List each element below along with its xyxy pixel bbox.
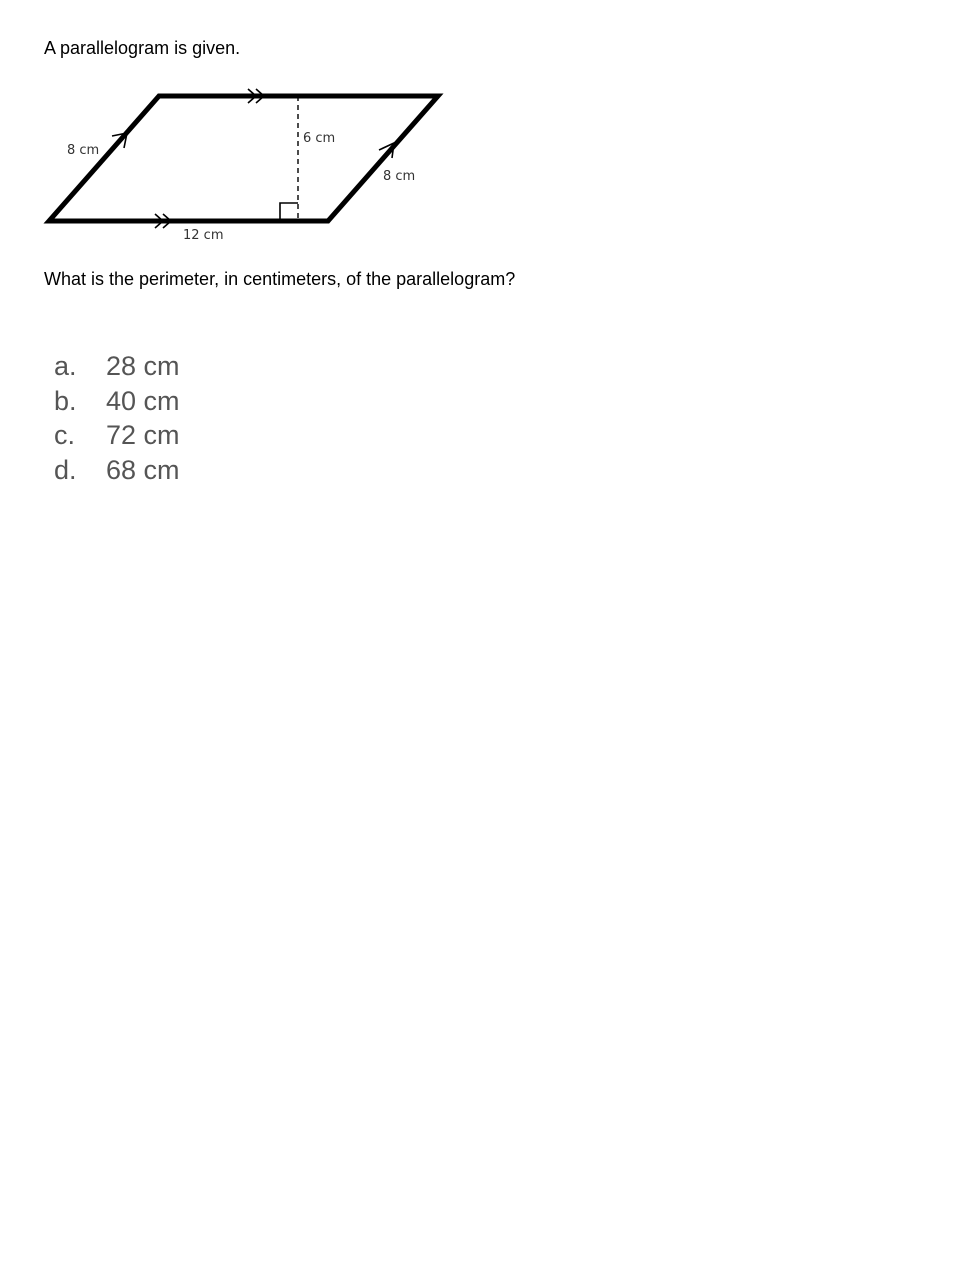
choice-letter: d. <box>54 454 77 485</box>
choice-text: 28 cm <box>106 351 180 381</box>
choice-d[interactable] <box>54 453 180 488</box>
base-label: 12 cm <box>183 228 224 243</box>
problem-intro: A parallelogram is given. <box>44 38 241 58</box>
right-side-label: 8 cm <box>383 169 416 184</box>
choice-letter: c. <box>54 420 76 450</box>
choice-text: 40 cm <box>106 385 180 416</box>
choice-letter: a. <box>54 351 77 381</box>
choice-text: 68 cm <box>106 454 180 485</box>
parallelogram-outline <box>49 96 438 221</box>
choice-letter: b. <box>54 385 77 416</box>
parallelogram-figure <box>40 80 460 255</box>
right-angle-mark <box>280 203 298 221</box>
answer-choices <box>54 349 180 487</box>
question-text: What is the perimeter, in centimeters, of the parallelogram? <box>44 269 516 289</box>
left-side-label: 8 cm <box>67 143 100 158</box>
choice-c[interactable] <box>54 418 180 453</box>
height-label: 6 cm <box>303 131 336 146</box>
choice-b[interactable] <box>54 384 180 419</box>
choice-text: 72 cm <box>106 420 180 450</box>
choice-a[interactable] <box>54 349 180 384</box>
